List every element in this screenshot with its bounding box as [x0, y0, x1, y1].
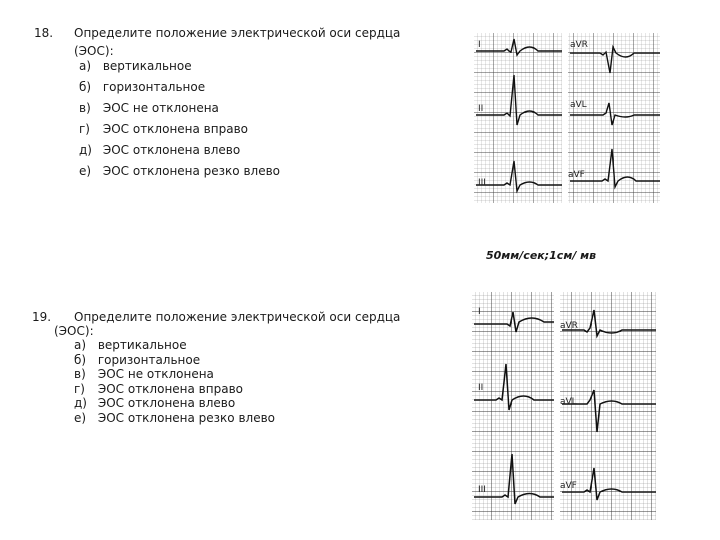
option-b[interactable]	[74, 353, 275, 368]
lead-label-I: I	[478, 307, 481, 317]
lead-label-aVF: aVF	[568, 170, 585, 180]
option-d[interactable]	[79, 119, 280, 140]
lead-label-I: I	[478, 40, 481, 50]
question-number: 18.	[34, 26, 54, 40]
option-text: горизонтальное	[102, 80, 206, 94]
option-text: ЭОС не отклонена	[97, 367, 214, 382]
option-label: д)	[74, 396, 87, 411]
scale-note: 50мм/сек;1см/ мв	[486, 249, 597, 262]
option-a[interactable]	[74, 338, 275, 353]
lead-label-aVL: aVL	[560, 397, 577, 407]
option-label: б)	[74, 352, 87, 367]
option-e[interactable]	[74, 396, 275, 411]
option-text: ЭОС отклонена вправо	[97, 381, 243, 396]
lead-label-III: III	[478, 485, 486, 495]
option-text: ЭОС отклонена вправо	[102, 122, 248, 136]
option-f[interactable]	[74, 411, 275, 426]
option-text: вертикальное	[102, 59, 192, 73]
lead-label-III: III	[478, 178, 486, 188]
option-label: в)	[74, 367, 86, 382]
option-c[interactable]	[79, 98, 280, 119]
question-number: 19.	[32, 310, 52, 324]
option-e[interactable]	[79, 140, 280, 161]
option-d[interactable]	[74, 382, 275, 397]
ecg-strip-1	[474, 33, 660, 203]
answer-options	[74, 338, 275, 426]
answer-options	[79, 56, 280, 182]
option-b[interactable]	[79, 77, 280, 98]
option-label: б)	[79, 80, 92, 94]
option-label: г)	[74, 381, 85, 396]
option-label: г)	[79, 122, 90, 136]
option-label: е)	[74, 410, 87, 425]
option-label: а)	[79, 59, 92, 73]
lead-label-aVR: aVR	[570, 40, 588, 50]
option-label: д)	[79, 143, 92, 157]
option-text: вертикальное	[97, 338, 187, 352]
ecg-strip-2	[472, 292, 656, 520]
option-text: ЭОС отклонена резко влево	[97, 410, 276, 425]
option-label: е)	[79, 164, 92, 178]
option-text: ЭОС отклонена влево	[102, 143, 241, 157]
question-stem-line2: (ЭОС):	[54, 324, 94, 338]
option-f[interactable]	[79, 161, 280, 182]
option-text: горизонтальное	[97, 352, 201, 367]
option-text: ЭОС отклонена резко влево	[102, 164, 281, 178]
lead-label-II: II	[478, 104, 484, 114]
lead-label-aVR: aVR	[560, 321, 578, 331]
option-label: в)	[79, 101, 91, 115]
option-c[interactable]	[74, 367, 275, 382]
lead-label-aVF: aVF	[560, 481, 577, 491]
lead-label-II: II	[478, 383, 484, 393]
ecg-grid-left	[474, 33, 562, 203]
option-a[interactable]	[79, 56, 280, 77]
lead-label-aVL: aVL	[570, 100, 587, 110]
option-text: ЭОС отклонена влево	[97, 396, 236, 411]
option-label: а)	[74, 338, 87, 352]
question-stem-line1: Определите положение электрической оси сердца	[74, 310, 401, 324]
question-stem: Определите положение электрической оси сердца (ЭОС):	[74, 26, 401, 58]
option-text: ЭОС не отклонена	[102, 101, 219, 115]
